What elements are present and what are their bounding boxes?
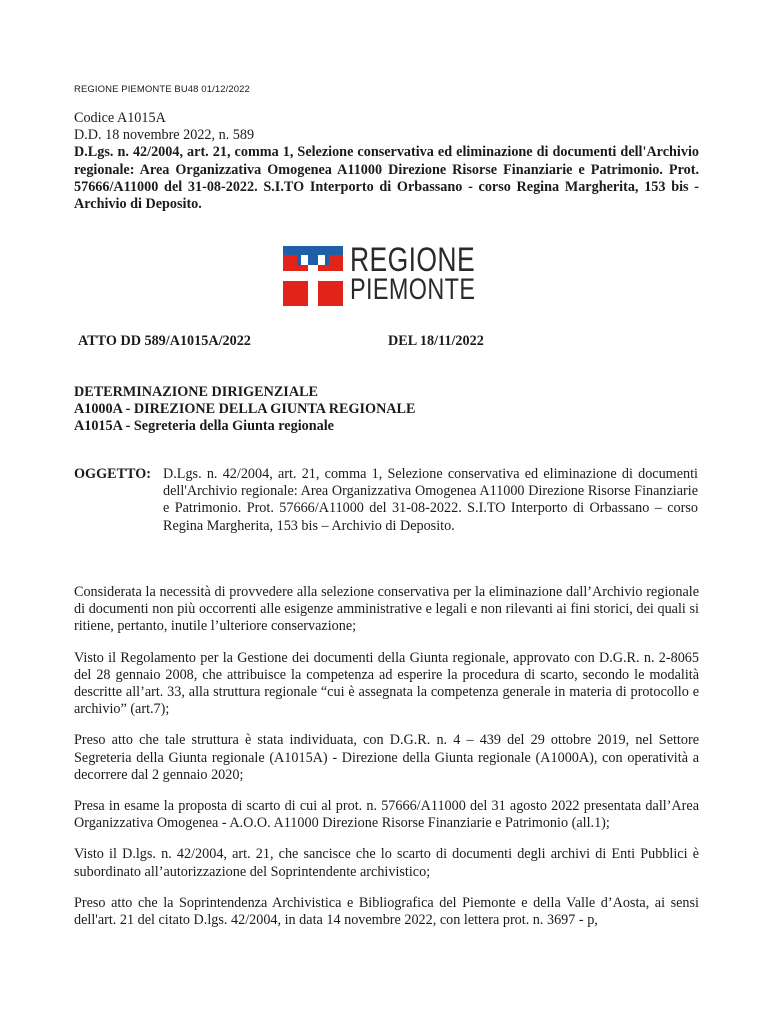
bulletin-header: REGIONE PIEMONTE BU48 01/12/2022 bbox=[74, 84, 250, 95]
paragraph: Visto il Regolamento per la Gestione dei documenti della Giunta regionale, approvato con D.G.R. n. 2-8065 del 28 gennaio 2008, che attribuisce la competenza ad esperire la procedura di scarto, secondo le modalità descritte all’art. 33, alla struttura regionale “cui è assegnata la competenza generale in materia di protocollo e archivio” (art.7); bbox=[74, 649, 699, 718]
logo-line-1: REGIONE bbox=[350, 241, 476, 279]
regione-piemonte-logo bbox=[283, 241, 493, 308]
logo-line-2: PIEMONTE bbox=[350, 273, 476, 306]
determinazione-type: DETERMINAZIONE DIRIGENZIALE bbox=[74, 384, 318, 400]
paragraph: Preso atto che tale struttura è stata individuata, con D.G.R. n. 4 – 439 del 29 ottobre 2019, nel Settore Segreteria della Giunta regionale (A1015A) - Direzione della Giunta regionale (A1000A), con operatività a decorrere dal 2 gennaio 2020; bbox=[74, 732, 699, 783]
paragraph: Presa in esame la proposta di scarto di cui al prot. n. 57666/A11000 del 31 agosto 2022 presentata dall’Area Organizzativa Omogenea - A.O.O. A11000 Direzione Risorse Finanziarie e Patrimonio (all.1); bbox=[74, 798, 699, 832]
body-paragraphs bbox=[74, 584, 699, 943]
paragraph: Considerata la necessità di provvedere alla selezione conservativa per la eliminazione dall’Archivio regionale di documenti non più occorrenti alle esigenze amministrative e legali e non rilevanti ai fini storici, dei quali si ritiene, pertanto, inutile l’ulteriore conservazione; bbox=[74, 584, 699, 635]
act-intro bbox=[74, 110, 699, 213]
act-title: D.Lgs. n. 42/2004, art. 21, comma 1, Selezione conservativa ed eliminazione di documenti dell'Archivio regionale: Area Organizzativa Omogenea A11000 Direzione Risorse Finanziarie e Patrimonio. Prot. 57666/A11000 del 31-08-2022. S.I.TO Interporto di Orbassano - corso Regina Margherita, 153 bis - Archivio di Deposito. bbox=[74, 144, 699, 213]
codice-line: Codice A1015A bbox=[74, 110, 166, 126]
paragraph: Preso atto che la Soprintendenza Archivistica e Bibliografica del Piemonte e della Valle d’Aosta, ai sensi dell'art. 21 del citato D.lgs. 42/2004, in data 14 novembre 2022, con lettera prot. n. 3697 - p, bbox=[74, 894, 699, 929]
determinazione-settore: A1015A - Segreteria della Giunta regionale bbox=[74, 418, 334, 435]
paragraph: Visto il D.lgs. n. 42/2004, art. 21, che sancisce che lo scarto di documenti degli archivi di Enti Pubblici è subordinato all’autorizzazione del Soprintendente archivistico; bbox=[74, 846, 699, 880]
determinazione-direzione: A1000A - DIREZIONE DELLA GIUNTA REGIONALE bbox=[74, 401, 416, 418]
determinazione-block bbox=[74, 384, 415, 436]
oggetto-text: D.Lgs. n. 42/2004, art. 21, comma 1, Selezione conservativa ed eliminazione di documenti dell'Archivio regionale: Area Organizzativa Omogenea A11000 Direzione Risorse Finanziarie e Patrimonio. Prot. 57666/A11000 del 31-08-2022. S.I.TO Interporto di Orbassano – corso Regina Margherita, 153 bis – Archivio di Deposito. bbox=[163, 466, 698, 534]
oggetto-label: OGGETTO: bbox=[74, 466, 151, 482]
dd-line: D.D. 18 novembre 2022, n. 589 bbox=[74, 127, 255, 144]
logo-wordmark bbox=[350, 241, 476, 306]
atto-number: ATTO DD 589/A1015A/2022 bbox=[78, 333, 251, 349]
atto-date: DEL 18/11/2022 bbox=[388, 333, 484, 349]
regione-piemonte-shield-icon bbox=[283, 246, 343, 306]
